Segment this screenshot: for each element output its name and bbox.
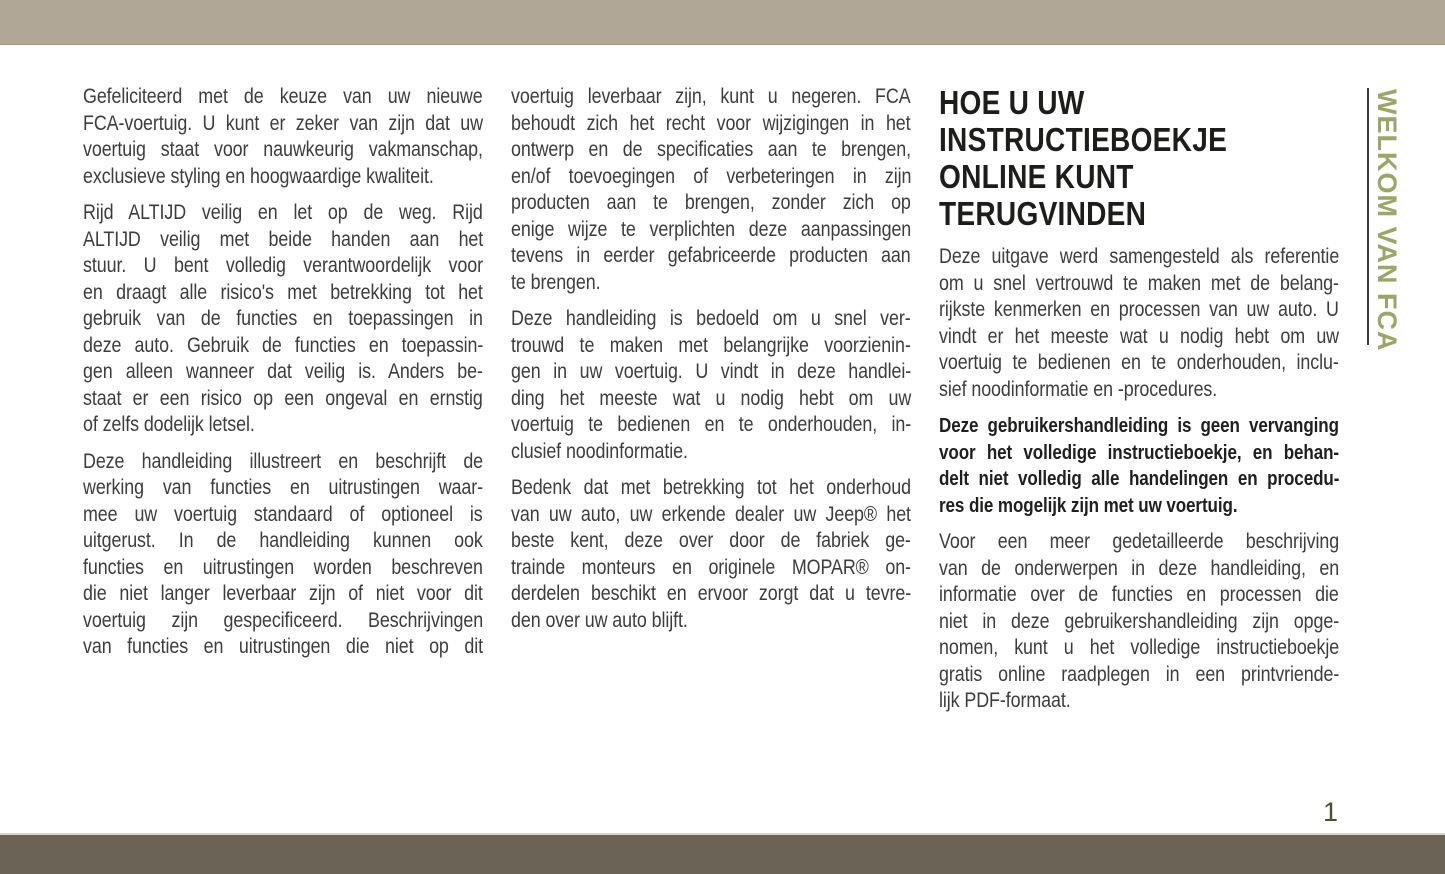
text-line: of zelfs dodelijk letsel. (83, 413, 255, 436)
text-line: Voor een meer gedetailleerde beschrijving (939, 530, 1340, 553)
text-line: Deze uitgave werd samengesteld als referentie (939, 245, 1340, 268)
top-color-bar (0, 0, 1445, 45)
text-line: gratis online raadplegen in een printvriende- (939, 662, 1340, 686)
heading-line: ONLINE KUNT (939, 158, 1134, 195)
text-line: vindt er het meeste wat u nodig hebt om uw (939, 324, 1339, 348)
text-line: functies en uitrustingen worden beschreven (83, 555, 483, 579)
text-line: nomen, kunt u het volledige instructieboekje (939, 636, 1340, 659)
text-line: werking van functies en uitrustingen waar- (83, 476, 483, 499)
text-line: van de onderwerpen in deze handleiding, en (939, 556, 1340, 580)
text-line: lijk PDF-formaat. (939, 689, 1071, 712)
paragraph (83, 84, 483, 190)
text-line: producten aan te brengen, zonder zich op (511, 191, 911, 214)
text-column-3 (939, 84, 1339, 725)
page-number: 1 (1322, 797, 1338, 827)
text-line: voertuig leverbaar zijn, kunt u negeren. FCA (511, 85, 911, 108)
paragraph (511, 306, 911, 465)
text-line: voertuig staat voor nauwkeurig vakmanschap, (83, 138, 483, 161)
text-line: ALTIJD veilig met beide handen aan het (83, 227, 484, 251)
text-line: van uw auto, uw erkende dealer uw Jeep® het (511, 502, 911, 526)
text-line: trouwd te maken met belangrijke voorzienin- (511, 333, 911, 357)
text-line: enige wijze te verplichten deze aanpassingen (511, 217, 912, 241)
text-line: uitgerust. In de handleiding kunnen ook (83, 529, 483, 552)
text-line: beste kent, deze over door de fabriek ge- (511, 529, 911, 552)
text-line: ontwerp en de specificaties aan te brengen, (511, 138, 911, 161)
text-line: informatie over de functies en processen die (939, 583, 1339, 606)
text-line: voertuig te bedienen en te onderhouden, inclu- (939, 351, 1339, 374)
text-line: exclusieve styling en hoogwaardige kwaliteit. (83, 164, 434, 188)
text-line: delt niet volledig alle handelingen en procedu- (939, 468, 1340, 490)
text-line: en/of toevoegingen of verbeteringen in zijn (511, 164, 912, 188)
text-line: die niet langer leverbaar zijn of niet voor dit (83, 582, 483, 605)
text-line: Gefeliciteerd met de keuze van uw nieuwe (83, 85, 483, 108)
paragraph (939, 413, 1339, 519)
paragraph (83, 449, 483, 661)
text-line: FCA-voertuig. U kunt er zeker van zijn dat uw (83, 111, 483, 135)
text-line: gen in uw voertuig. U vindt in deze handlei- (511, 360, 912, 383)
text-line: den over uw auto blijft. (511, 608, 688, 632)
section-heading (939, 84, 1339, 232)
text-line: voertuig te bedienen en te onderhouden, in- (511, 413, 912, 436)
text-line: rijkste kenmerken en processen van uw auto. U (939, 298, 1339, 321)
text-line: ding het meeste wat u nodig hebt om uw (511, 386, 912, 410)
text-line: om u snel vertrouwd te maken met de belang- (939, 271, 1339, 295)
text-line: gen alleen wanneer dat veilig is. Anders be- (83, 360, 483, 383)
text-line: te brengen. (511, 270, 601, 294)
paragraph (511, 84, 911, 296)
heading-line: HOE U UW (939, 84, 1085, 121)
text-line: stuur. U bent volledig verantwoordelijk voor (83, 254, 483, 277)
paragraph (939, 529, 1339, 715)
text-line: behoudt zich het recht voor wijzigingen in het (511, 111, 911, 135)
text-line: sief noodinformatie en -procedures. (939, 377, 1218, 401)
text-line: res die mogelijk zijn met uw voertuig. (939, 494, 1238, 517)
text-line: voor het volledige instructieboekje, en behan- (939, 441, 1340, 464)
text-line: gebruik van de functies en toepassingen in (83, 307, 483, 330)
text-line: Deze gebruikershandleiding is geen vervanging (939, 415, 1339, 437)
text-line: Deze handleiding illustreert en beschrijft de (83, 449, 484, 473)
text-line: Rijd ALTIJD veilig en let op de weg. Rijd (83, 201, 483, 224)
paragraph (83, 200, 483, 439)
text-line: mee uw voertuig standaard of optioneel is (83, 502, 483, 526)
text-line: Bedenk dat met betrekking tot het onderhoud (511, 476, 911, 499)
text-line: Deze handleiding is bedoeld om u snel ver- (511, 307, 911, 330)
text-line: trainde monteurs en originele MOPAR® on- (511, 555, 911, 579)
text-line: voertuig zijn gespecificeerd. Beschrijvingen (83, 608, 484, 632)
heading-line: INSTRUCTIEBOEKJE (939, 121, 1228, 158)
text-column-1 (83, 84, 483, 671)
chapter-tab-label: WELKOM VAN FCA (1372, 89, 1402, 352)
paragraph (939, 244, 1339, 403)
text-line: niet in deze gebruikershandleiding zijn opge- (939, 609, 1340, 633)
text-line: en draagt alle risico's met betrekking tot het (83, 280, 483, 304)
text-line: clusief noodinformatie. (511, 439, 688, 463)
text-line: deze auto. Gebruik de functies en toepassin- (83, 333, 484, 357)
text-line: staat er een risico op een ongeval en ernstig (83, 386, 483, 410)
text-line: derdelen beschikt en ervoor zorgt dat u tevre- (511, 582, 912, 605)
sidebar-rule (1367, 88, 1369, 345)
bottom-color-bar (0, 833, 1445, 874)
paragraph (511, 475, 911, 634)
text-column-2 (511, 84, 911, 644)
text-line: tevens in eerder gefabriceerde producten aan (511, 244, 911, 267)
text-line: van functies en uitrustingen die niet op dit (83, 635, 483, 658)
heading-line: TERUGVINDEN (939, 195, 1147, 232)
